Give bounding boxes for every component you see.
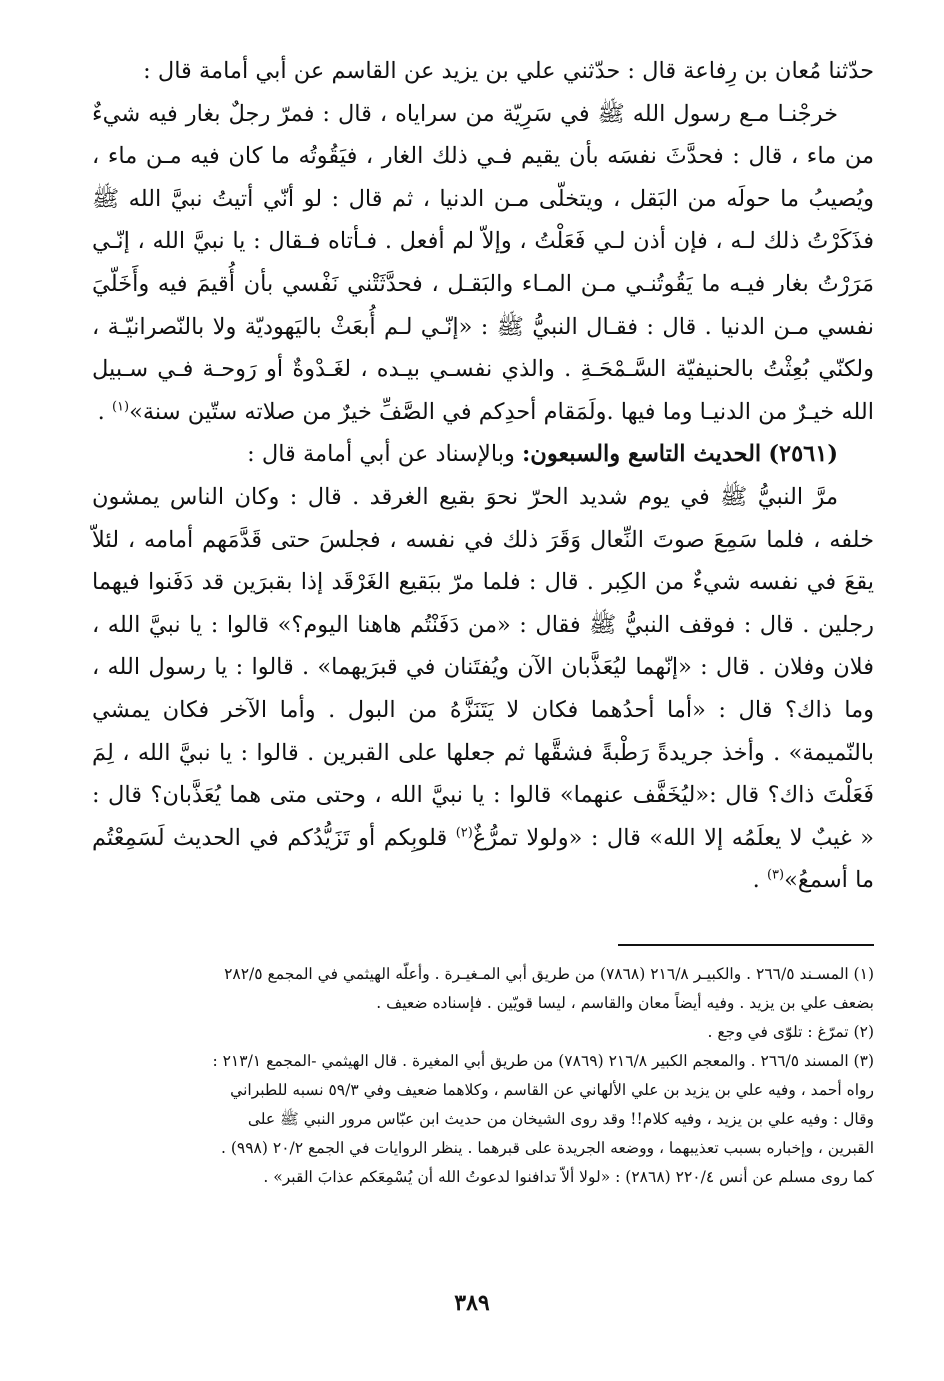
hadith-2-text-b: قلوبِكم أو تَزَيُّدُكم في الحديث لَسَمِعْتُم ما أسمعُ» xyxy=(92,824,874,894)
footnote-3-line-1: (٣) المسند ٢٦٦/٥ . والمعجم الكبير ٢١٦/٨ (٧٨٦٩) من طريق أبي المغيرة . قال الهيثمي -المجمع ٢١٣/١ : xyxy=(212,1052,874,1070)
hadith-isnad: وبالإسناد عن أبي أمامة قال : xyxy=(247,441,522,468)
footnote-3-line-5: كما روى مسلم عن أنس ٢٢٠/٤ (٢٨٦٨) : «لولا ألاّ تدافنوا لدعوتُ الله أن يُسْمِعَكم عذابَ القبر» . xyxy=(263,1168,874,1186)
main-text xyxy=(92,50,874,902)
footnote-3-line-4: القبرين ، وإخباره بسبب تعذيبهما ، ووضعه الجريدة على قبرهما . ينظر الروايات في الجمع ٢٠/٢ (٩٩٨) . xyxy=(221,1139,874,1157)
footnote-3-line-2: رواه أحمد ، وفيه علي بن يزيد بن علي الألهاني عن القاسم ، وكلاهما ضعيف وفي ٥٩/٣ نسبه للطبراني xyxy=(230,1081,874,1099)
hadith-2-text-a: مرَّ النبيُّ ﷺ في يوم شديد الحرّ نحوَ بقيع الغرقد . قال : وكان الناس يمشون خلفه ، فلما سَمِعَ صوتَ النِّعال وَقَرَ ذلك في نفسه ، فجلسَ حتى قَدَّمَهم أمامه ، لئلاّ يقعَ في نفسه شيءٌ من الكِبر . قال : فلما مرّ ببَقيع الغَرْقَد إذا بقبرَين قد دَفَنوا فيهما رجلين . قال : فوقف النبيُّ ﷺ فقال : «من دَفَنْتُم هاهنا اليوم؟» قالوا : يا نبيَّ الله ، فلان وفلان . قال : «إنّهما ليُعَذَّبان الآن ويُفتَنان في قبرَيهما» . قالوا : يا رسول الله ، وما ذاك؟ قال : «أما أحدُهما فكان لا يَتَنَزَّهُ من البول . وأما الآخر فكان يمشي بالنّميمة» . وأخذ جريدةً رَطْبةً فشقَّها ثم جعلها على القبرين . قالوا : يا نبيَّ الله ، لِمَ فَعَلْتَ ذاك؟ قال :«ليُخَفَّف عنهما» قالوا : يا نبيَّ الله ، وحتى متى هما يُعَذَّبان؟ قال : « غيبٌ لا يعلَمُه إلا الله» قال : «ولولا تمرُّغٌ xyxy=(92,483,874,851)
hadith-heading xyxy=(92,433,874,476)
footnote-ref-2: (٢) xyxy=(455,825,473,841)
footnote-divider xyxy=(618,944,874,946)
hadith-paragraph-1 xyxy=(92,93,874,434)
page-number: ٣٨٩ xyxy=(454,1290,490,1316)
hadith-1-end: . xyxy=(97,398,112,425)
isnad-intro: حدّثنا مُعان بن رِفاعة قال : حدّثني علي بن يزيد عن القاسم عن أبي أمامة قال : xyxy=(143,58,874,84)
footnote-ref-3: (٣) xyxy=(766,867,785,883)
footnote-1-line-2: بضعف علي بن يزيد . وفيه أيضاً معان والقاسم ، ليسا قويّين . فإسناده ضعيف . xyxy=(376,994,874,1012)
hadith-number: (٢٥٦١) xyxy=(768,441,838,468)
footnote-3-line-3: وقال : وفيه علي بن يزيد ، وفيه كلام!! وقد روى الشيخان من حديث ابن عبّاس مرور النبي ﷺ على xyxy=(247,1110,874,1128)
hadith-paragraph-2 xyxy=(92,476,874,902)
hadith-2-end: . xyxy=(752,867,767,894)
footnote-1-line-1: (١) المسـند ٢٦٦/٥ . والكبيـر ٢١٦/٨ (٧٨٦٨) من طريق أبي المـغيـرة . وأعلّه الهيثمي في المجمع ٢٨٢/٥ xyxy=(224,965,874,983)
footnote-2: (٢) تمرّغ : تلوّى في وجع . xyxy=(707,1023,874,1041)
footnote-ref-1: (١) xyxy=(111,399,130,415)
hadith-title: الحديث التاسع والسبعون: xyxy=(522,441,762,468)
footnotes xyxy=(92,960,874,1192)
hadith-1-text: خرجْنـا مـع رسول الله ﷺ في سَرِيّة من سراياه ، قال : فمرّ رجلٌ بغار فيه شيءٌ من ماء ، قال : فحدَّثَ نفسَه بأن يقيم فـي ذلك الغار ، فيَقُوتُه ما كان فيه مـن ماء ، ويُصيبُ ما حولَه من البَقل ، ويتخلّى مـن الدنيا ، ثم قال : لو أنّي أتيتُ نبيَّ الله ﷺ فذَكَرْتُ ذلك لـه ، فإن أذن لـي فَعَلْتُ ، وإلاّ لم أفعل . فـأتاه فـقال : يا نبيَّ الله ، إنّـي مَرَرْتُ بغار فيـه ما يَقُوتُنـي مـن المـاء والبَقـل ، فحدَّثَتْني نَفْسي بأن أُقيمَ فيه وأَخَلّيَ نفسي مـن الدنيا . قال : فقـال النبيُّ ﷺ : «إنّـي لـم أُبعَثْ باليَهوديّة ولا بالنّصرانيّـة ، ولكنّي بُعِثْتُ بالحنيفيّة السَّـمْحَـةِ . والذي نفسـي بيـده ، لغَـدْوةٌ أو رَوحـة فـي سـبيل الله خيـرٌ من الدنيـا وما فيها .ولَمَقام أحدِكم في الصَّفِّ خيرٌ من صلاته ستّين سنة» xyxy=(92,100,874,425)
